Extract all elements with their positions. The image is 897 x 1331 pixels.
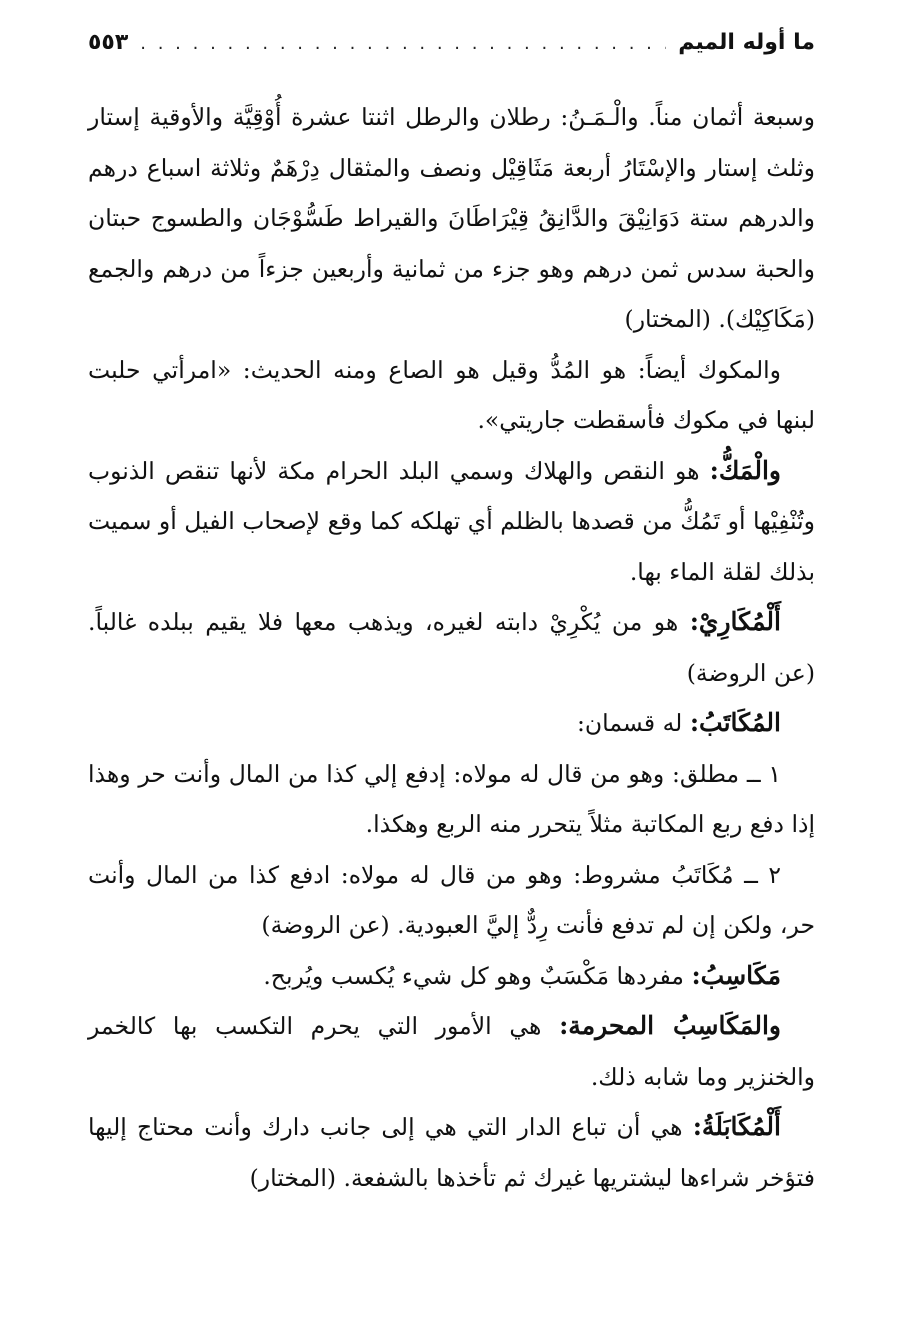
definition-text: مفردها مَكْسَبٌ وهو كل شيء يُكسب ويُربح.	[263, 961, 692, 990]
dictionary-entries	[88, 92, 815, 1203]
definition-text: له قسمان:	[576, 709, 690, 737]
mukatab-type-1	[88, 749, 815, 850]
entry-makk	[88, 446, 815, 598]
entry-mukari	[88, 597, 815, 698]
running-title: ما أوله الميم	[678, 30, 815, 55]
entry-makasib-muharrama	[88, 1001, 815, 1102]
headword: أَلْمُكَابَلَةُ:	[692, 1112, 781, 1141]
paragraph-text: وسبعة أثمان مناً. والْـمَـنُ: رطلان والرطل اثنتا عشرة أُوْقِيَّة والأوقية إستار وثلث إستار والإسْتَارُ أربعة مَثَاقِيْل ونصف والمثقال دِرْهَمٌ وثلاثة اسباع درهم والدرهم ستة دَوَانِيْقَ والدَّانِقُ قِيْرَاطَانَ والقيراط طَسُّوْجَان والطسوج حبتان والحبة سدس ثمن درهم وهو جزء من ثمانية وأربعين جزءاً من درهم والجمع (مَكَاكِيْك). (المختار)	[88, 103, 815, 333]
headword: مَكَاسِبُ:	[691, 960, 781, 990]
paragraph-text: والمكوك أيضاً: هو المُدُّ وقيل هو الصاع ومنه الحديث: «امرأتي حلبت لبنها في مكوك فأسقطت جاريتي».	[88, 355, 815, 434]
page-number: ٥٥٣	[88, 30, 129, 55]
headword: والْمَكُّ:	[709, 455, 781, 485]
paragraph-text: ١ ــ مطلق: وهو من قال له مولاه: إدفع إلي كذا من المال وأنت حر وهذا إذا دفع ربع المكاتبة مثلاً يتحرر منه الربع وهكذا.	[88, 759, 815, 838]
page-header	[88, 30, 815, 70]
entry-continuation-paragraph	[88, 92, 815, 345]
definition-text: هو النقص والهلاك وسمي البلد الحرام مكة لأنها تنقص الذنوب وتُنْفِيْها أو تَمُكُّ من قصدها بالظلم أي تهلكه كما وقع لإصحاب الفيل أو سميت بذلك لقلة الماء بها.	[88, 456, 815, 586]
mukatab-type-2	[88, 850, 815, 951]
paragraph-text: ٢ ــ مُكَاتَبُ مشروط: وهو من قال له مولاه: ادفع كذا من المال وأنت حر، ولكن إن لم تدفع فأنت رِدٌّ إليَّ العبودية. (عن الروضة)	[88, 860, 815, 939]
headword: والمَكَاسِبُ المحرمة:	[559, 1011, 781, 1040]
entry-mukatab	[88, 698, 815, 749]
dotted-leader	[140, 33, 666, 54]
definition-text: هو من يُكْرِيْ دابته لغيره، ويذهب معها فلا يقيم ببلده غالباً. (عن الروضة)	[88, 608, 815, 687]
entry-makasib	[88, 951, 815, 1002]
headword: أَلْمُكَارِيْ:	[689, 607, 781, 636]
definition-text: هي أن تباع الدار التي هي إلى جانب دارك وأنت محتاج إليها فتؤخر شراءها ليشتريها غيرك ثم تأخذها بالشفعة. (المختار)	[88, 1113, 815, 1192]
headword: المُكَاتَبُ:	[689, 708, 781, 737]
entry-makkuk-paragraph	[88, 345, 815, 446]
book-page	[88, 30, 815, 1203]
definition-text: هي الأمور التي يحرم التكسب بها كالخمر والخنزير وما شابه ذلك.	[88, 1012, 815, 1091]
entry-mukabala	[88, 1102, 815, 1203]
